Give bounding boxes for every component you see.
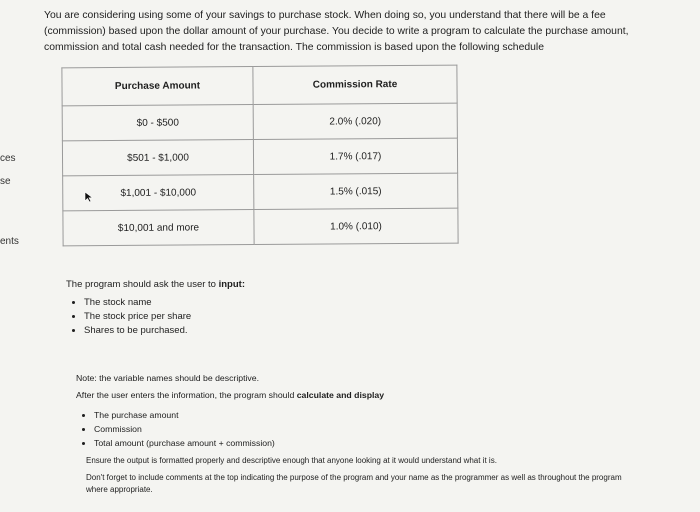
table-row — [62, 103, 457, 141]
table-header-row — [62, 65, 457, 106]
sidebar-fragment: ents — [0, 236, 19, 247]
list-item: • The stock name — [84, 296, 245, 310]
list-item: • Commission — [94, 422, 676, 436]
notes-section — [76, 371, 676, 496]
input-lead: The program should ask the user to input: — [66, 279, 245, 290]
ensure-note: Ensure the output is formatted properly and descriptive enough that anyone looking at it would understand what it is. — [86, 456, 497, 465]
input-list — [66, 296, 245, 338]
list-item: • The stock price per share — [84, 310, 245, 324]
commission-table — [61, 65, 458, 247]
list-item: • Shares to be purchased. — [84, 324, 245, 338]
mouse-pointer-icon — [84, 191, 94, 203]
sidebar-fragment: se — [0, 176, 11, 187]
output-list — [76, 408, 676, 450]
list-item: • Total amount (purchase amount + commission) — [94, 436, 676, 450]
commission-rate-cell: 1.0% (.010) — [254, 208, 458, 244]
table-row — [63, 173, 458, 211]
intro-paragraph: You are considering using some of your savings to purchase stock. When doing so, you understand that there will be a fee (commission) based upon the dollar amount of your purchase. You decide to write a program to calculate the purchase amount, commission and total cash needed for the transaction. The commission is based upon the following schedule — [44, 10, 629, 53]
commission-rate-cell: 1.7% (.017) — [253, 138, 457, 174]
comments-note: Don't forget to include comments at the top indicating the purpose of the program and your name as the programmer as well as throughout the program where appropriate. — [86, 473, 622, 494]
note-line: Note: the variable names should be descriptive. — [76, 373, 260, 383]
after-lead: After the user enters the information, the program should calculate and display — [76, 390, 385, 400]
purchase-amount-cell: $10,001 and more — [63, 210, 254, 246]
purchase-amount-cell: $1,001 - $10,000 — [63, 175, 254, 211]
purchase-amount-cell: $501 - $1,000 — [62, 140, 253, 176]
purchase-amount-cell: $0 - $500 — [62, 105, 253, 141]
commission-rate-cell: 1.5% (.015) — [254, 173, 458, 209]
list-item: • The purchase amount — [94, 408, 676, 422]
commission-rate-cell: 2.0% (.020) — [253, 103, 457, 139]
sidebar-fragments — [0, 0, 34, 512]
table-row — [62, 138, 457, 176]
input-section — [66, 278, 245, 338]
header-commission-rate: Commission Rate — [253, 65, 457, 104]
header-purchase-amount: Purchase Amount — [62, 67, 253, 106]
sidebar-fragment: ces — [0, 153, 16, 164]
table-row — [63, 208, 458, 246]
